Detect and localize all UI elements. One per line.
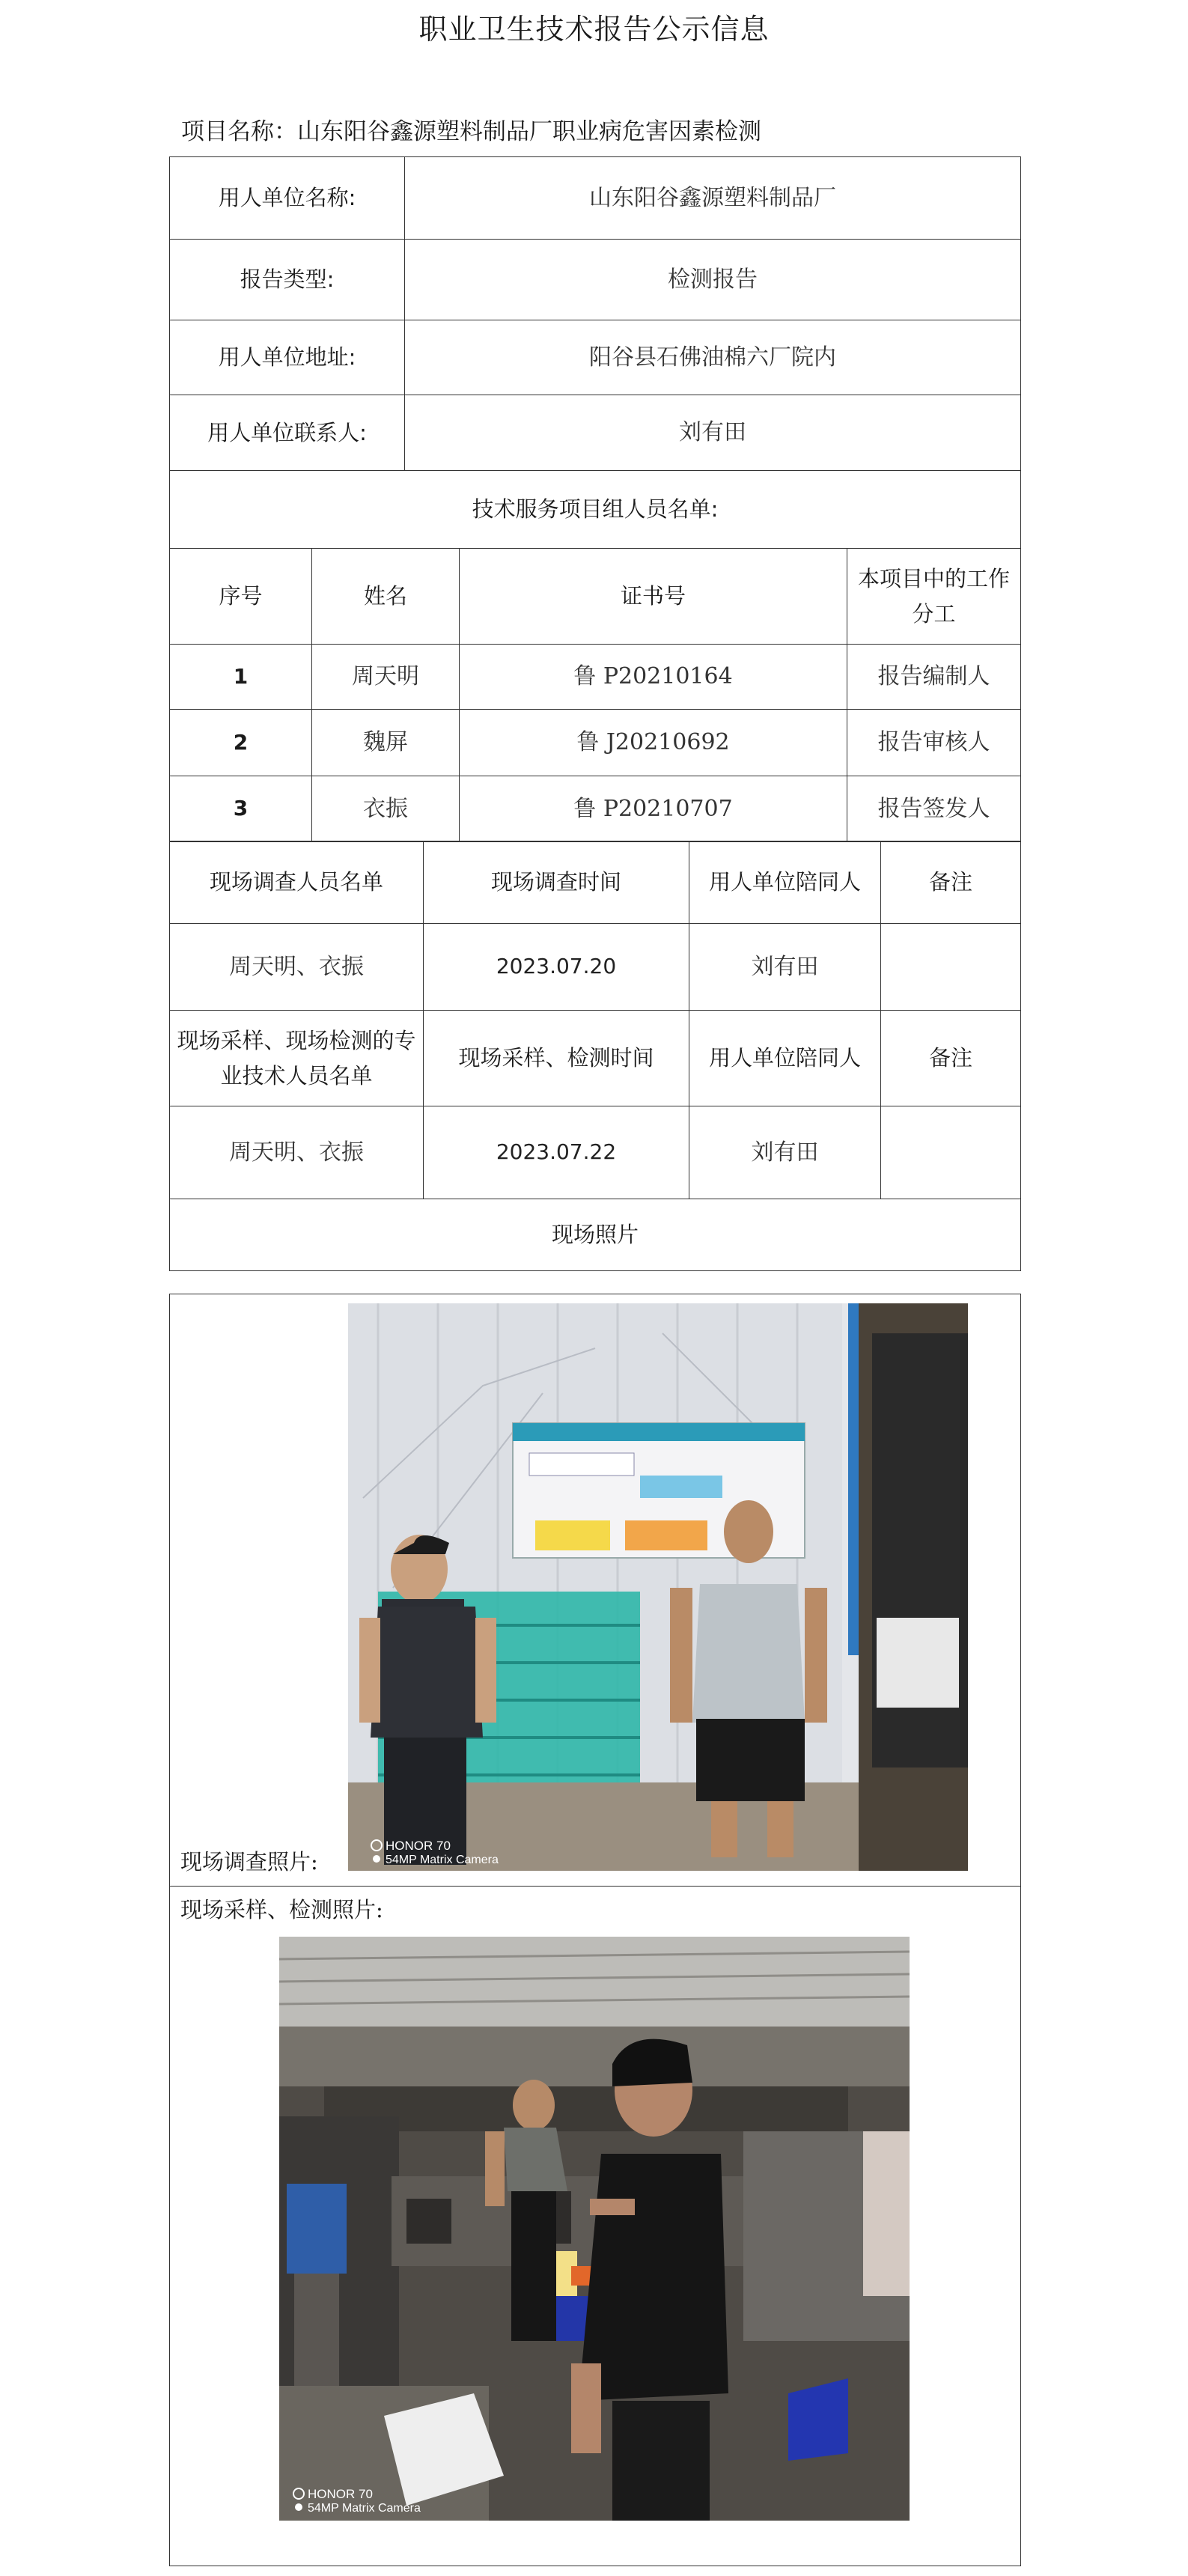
team-header-no: 序号 <box>170 549 312 645</box>
team-name: 周天明 <box>312 645 460 710</box>
team-cert: 鲁 P20210707 <box>460 776 847 842</box>
info-value: 检测报告 <box>405 240 1021 320</box>
team-no: 1 <box>170 645 312 710</box>
team-cert: 鲁 P20210164 <box>460 645 847 710</box>
survey-note <box>881 924 1021 1011</box>
info-label: 用人单位联系人: <box>170 395 405 471</box>
page-title: 职业卫生技术报告公示信息 <box>418 13 770 46</box>
sampling-header-names: 现场采样、现场检测的专业技术人员名单 <box>170 1011 424 1106</box>
survey-header-names: 现场调查人员名单 <box>170 841 424 924</box>
sampling-header-note: 备注 <box>881 1011 1021 1106</box>
team-name: 魏屏 <box>312 710 460 776</box>
photos-box <box>169 1294 1021 2566</box>
survey-companion: 刘有田 <box>689 924 881 1011</box>
team-heading: 技术服务项目组人员名单: <box>170 471 1021 549</box>
survey-header-companion: 用人单位陪同人 <box>689 841 881 924</box>
survey-table <box>169 841 1021 1271</box>
survey-header-note: 备注 <box>881 841 1021 924</box>
survey-date: 2023.07.20 <box>424 924 689 1011</box>
info-label: 用人单位地址: <box>170 320 405 395</box>
sampling-header-date: 现场采样、检测时间 <box>424 1011 689 1106</box>
survey-header-row <box>170 841 1021 924</box>
photo2-watermark-camera: 54MP Matrix Camera <box>308 2502 421 2515</box>
team-no: 3 <box>170 776 312 842</box>
photos-divider <box>170 1886 1020 1887</box>
photos-heading: 现场照片 <box>170 1199 1021 1271</box>
info-row <box>170 395 1021 471</box>
sampling-header-companion: 用人单位陪同人 <box>689 1011 881 1106</box>
survey-photo-caption: 现场调查照片: <box>180 1849 318 1875</box>
table-row <box>170 710 1021 776</box>
team-role: 报告编制人 <box>847 645 1021 710</box>
sampling-companion: 刘有田 <box>689 1106 881 1199</box>
company-info-table <box>169 156 1021 549</box>
photo1-watermark-brand: HONOR 70 <box>386 1839 451 1853</box>
team-role: 报告签发人 <box>847 776 1021 842</box>
project-label: 项目名称： <box>181 118 297 145</box>
team-header-name: 姓名 <box>312 549 460 645</box>
survey-header-date: 现场调查时间 <box>424 841 689 924</box>
info-value: 阳谷县石佛油棉六厂院内 <box>405 320 1021 395</box>
team-cert: 鲁 J20210692 <box>460 710 847 776</box>
sampling-date: 2023.07.22 <box>424 1106 689 1199</box>
photos-heading-row <box>170 1199 1021 1271</box>
photo2-watermark-brand: HONOR 70 <box>308 2487 373 2501</box>
team-table <box>169 548 1021 842</box>
table-row <box>170 1106 1021 1199</box>
team-role: 报告审核人 <box>847 710 1021 776</box>
sampling-photo-caption: 现场采样、检测照片: <box>180 1897 383 1922</box>
team-header-cert: 证书号 <box>460 549 847 645</box>
info-label: 用人单位名称: <box>170 157 405 240</box>
survey-names: 周天明、衣振 <box>170 924 424 1011</box>
info-row <box>170 240 1021 320</box>
info-row <box>170 157 1021 240</box>
team-header-row <box>170 549 1021 645</box>
project-value: 山东阳谷鑫源塑料制品厂职业病危害因素检测 <box>297 118 761 145</box>
photo1-watermark-camera: 54MP Matrix Camera <box>386 1854 499 1866</box>
sampling-note <box>881 1106 1021 1199</box>
info-row <box>170 471 1021 549</box>
survey-photo <box>348 1303 968 1871</box>
info-row <box>170 320 1021 395</box>
project-line <box>181 112 761 146</box>
team-no: 2 <box>170 710 312 776</box>
info-value: 山东阳谷鑫源塑料制品厂 <box>405 157 1021 240</box>
team-header-role: 本项目中的工作分工 <box>847 549 1021 645</box>
table-row <box>170 924 1021 1011</box>
info-value: 刘有田 <box>405 395 1021 471</box>
table-row <box>170 776 1021 842</box>
sampling-photo <box>279 1937 910 2521</box>
table-row <box>170 645 1021 710</box>
sampling-names: 周天明、衣振 <box>170 1106 424 1199</box>
info-label: 报告类型: <box>170 240 405 320</box>
sampling-header-row <box>170 1011 1021 1106</box>
team-name: 衣振 <box>312 776 460 842</box>
